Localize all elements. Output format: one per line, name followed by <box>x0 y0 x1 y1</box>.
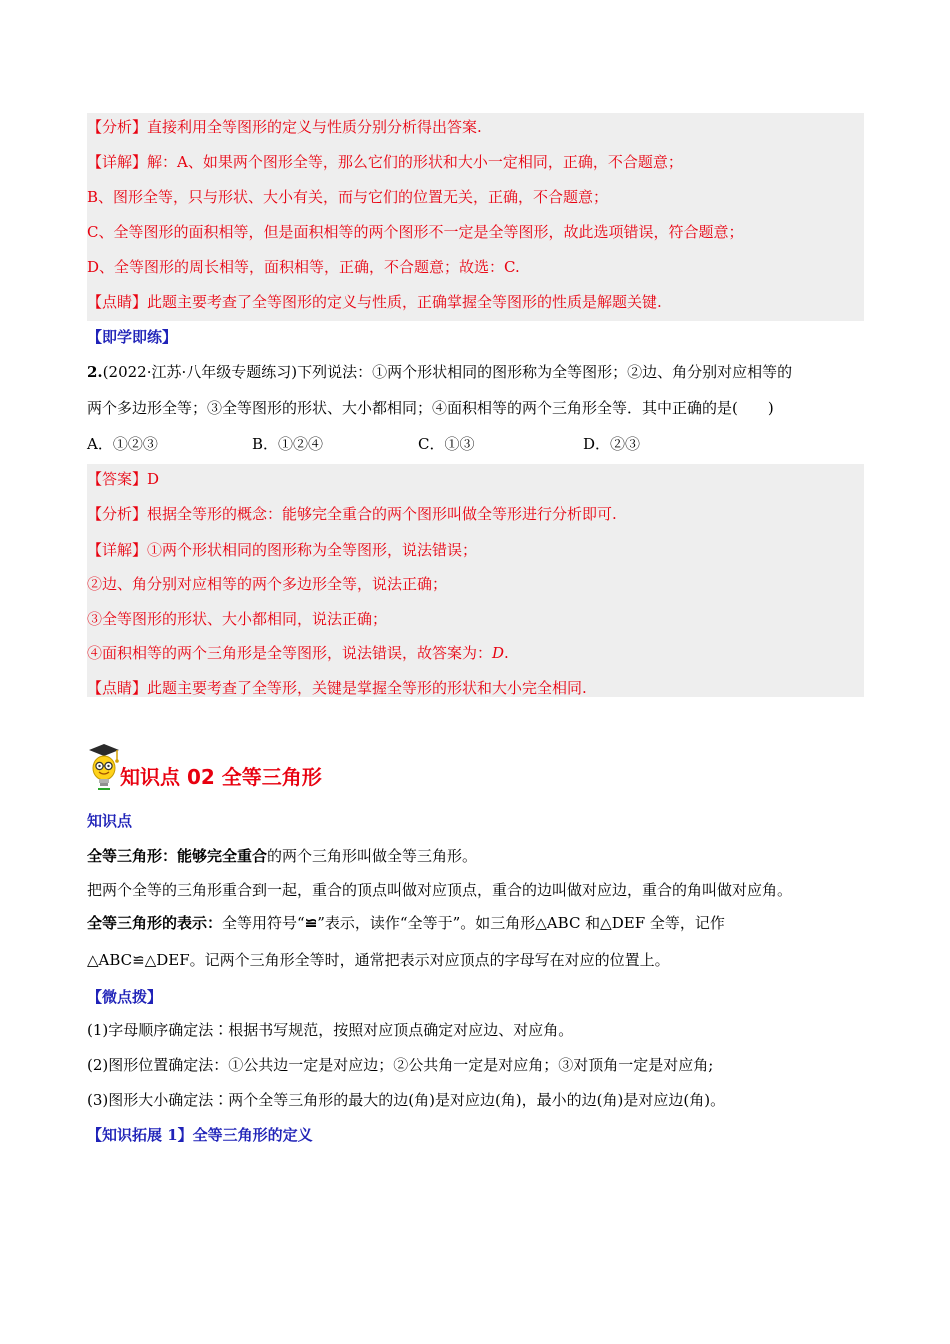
solution-box-1 <box>87 113 864 321</box>
detail-text-2: ①两个形状相同的图形称为全等图形，说法错误； <box>147 541 478 559</box>
question-2-options <box>87 434 864 454</box>
answer-tag: 【答案】 <box>87 470 148 488</box>
notation-bold: 全等三角形的表示： <box>87 914 223 932</box>
detail-line-c: C、全等图形的面积相等，但是面积相等的两个图形不一定是全等图形，故此选项错误，符合题意； <box>87 223 744 241</box>
detail-line-2-4 <box>87 643 509 663</box>
notation-text: 全等用符号“ <box>222 914 305 932</box>
option-b: B．①②④ <box>252 435 324 453</box>
question-2-line-2: 两个多边形全等；③全等图形的形状、大小都相同；④面积相等的两个三角形全等．其中正确的是( ) <box>87 399 774 417</box>
definition-bold: 全等三角形： <box>87 847 178 865</box>
option-a: A．①②③ <box>87 435 158 453</box>
detail-line-2-3: ③全等图形的形状、大小都相同，说法正确； <box>87 610 388 628</box>
analysis-text-2: 根据全等形的概念：能够完全重合的两个图形叫做全等形进行分析即可. <box>147 505 617 523</box>
extension-label: 【知识拓展 1】全等三角形的定义 <box>87 1126 313 1144</box>
comment-line-1 <box>87 292 662 312</box>
detail-line-4-text: ④面积相等的两个三角形是全等图形，说法错误，故答案为： <box>87 644 493 662</box>
answer-text: D <box>147 470 160 488</box>
tip-item-1: (1)字母顺序确定法∶根据书写规范，按照对应顶点确定对应边、对应角。 <box>87 1021 574 1039</box>
question-text-1: 下列说法：①两个形状相同的图形称为全等图形；②边、角分别对应相等的 <box>297 363 793 381</box>
comment-line-2 <box>87 678 587 698</box>
detail-line-b: B、图形全等，只与形状、大小有关，而与它们的位置无关，正确，不合题意； <box>87 188 609 206</box>
detail-tag: 【详解】 <box>87 153 148 171</box>
definition-rest: 的两个三角形叫做全等三角形。 <box>267 847 478 865</box>
comment-tag: 【点睛】 <box>87 293 148 311</box>
option-c: C．①③ <box>418 435 475 453</box>
question-2-line-1 <box>87 362 792 382</box>
detail-line-4-end: . <box>504 644 509 662</box>
analysis-tag-2: 【分析】 <box>87 505 148 523</box>
detail-line-d: D、全等图形的周长相等，面积相等，正确，不合题意；故选：C. <box>87 258 520 276</box>
knowledge-line-2: 把两个全等的三角形重合到一起，重合的顶点叫做对应顶点，重合的边叫做对应边，重合的角叫做对应角。 <box>87 881 793 899</box>
knowledge-label: 知识点 <box>87 812 133 830</box>
detail-tag-2: 【详解】 <box>87 541 148 559</box>
tip-item-3: (3)图形大小确定法∶两个全等三角形的最大的边(角)是对应边(角)，最小的边(角)是对应边(角)。 <box>87 1091 726 1109</box>
answer-line <box>87 469 159 489</box>
detail-line-2 <box>87 540 477 560</box>
knowledge-definition <box>87 846 477 866</box>
comment-tag-2: 【点睛】 <box>87 679 148 697</box>
section-heading <box>87 742 487 792</box>
definition-bold-2: 能够完全重合 <box>177 847 268 865</box>
notation-text-2: ”表示，读作“全等于”。如三角形△ABC 和△DEF 全等，记作 <box>317 914 725 932</box>
analysis-line-2 <box>87 504 617 524</box>
question-source: (2022·江苏·八年级专题练习) <box>102 363 298 381</box>
comment-text-2: 此题主要考查了全等形，关键是掌握全等形的形状和大小完全相同. <box>147 679 587 697</box>
analysis-tag: 【分析】 <box>87 118 148 136</box>
detail-line-1 <box>87 152 683 172</box>
analysis-text: 直接利用全等图形的定义与性质分别分析得出答案. <box>147 118 482 136</box>
tip-item-2: (2)图形位置确定法：①公共边一定是对应边；②公共角一定是对应角；③对顶角一定是对应角; <box>87 1056 714 1074</box>
detail-text: 解：A、如果两个图形全等，那么它们的形状和大小一定相同，正确，不合题意； <box>147 153 683 171</box>
detail-line-4-answer: D <box>492 644 505 662</box>
practice-label: 【即学即练】 <box>87 328 178 346</box>
tips-label: 【微点拨】 <box>87 988 163 1006</box>
option-d: D．②③ <box>583 435 641 453</box>
analysis-line-1 <box>87 117 482 137</box>
question-number: 2. <box>87 363 103 381</box>
detail-line-2-2: ②边、角分别对应相等的两个多边形全等，说法正确； <box>87 575 448 593</box>
doctor-bulb-icon <box>87 742 121 792</box>
knowledge-notation-line-2: △ABC≌△DEF。记两个三角形全等时，通常把表示对应顶点的字母写在对应的位置上。 <box>87 951 670 969</box>
knowledge-notation <box>87 913 725 933</box>
section-title: 知识点 02 全等三角形 <box>120 765 322 789</box>
notation-symbol: ≌ <box>304 914 318 932</box>
comment-text: 此题主要考查了全等图形的定义与性质，正确掌握全等图形的性质是解题关键. <box>147 293 662 311</box>
